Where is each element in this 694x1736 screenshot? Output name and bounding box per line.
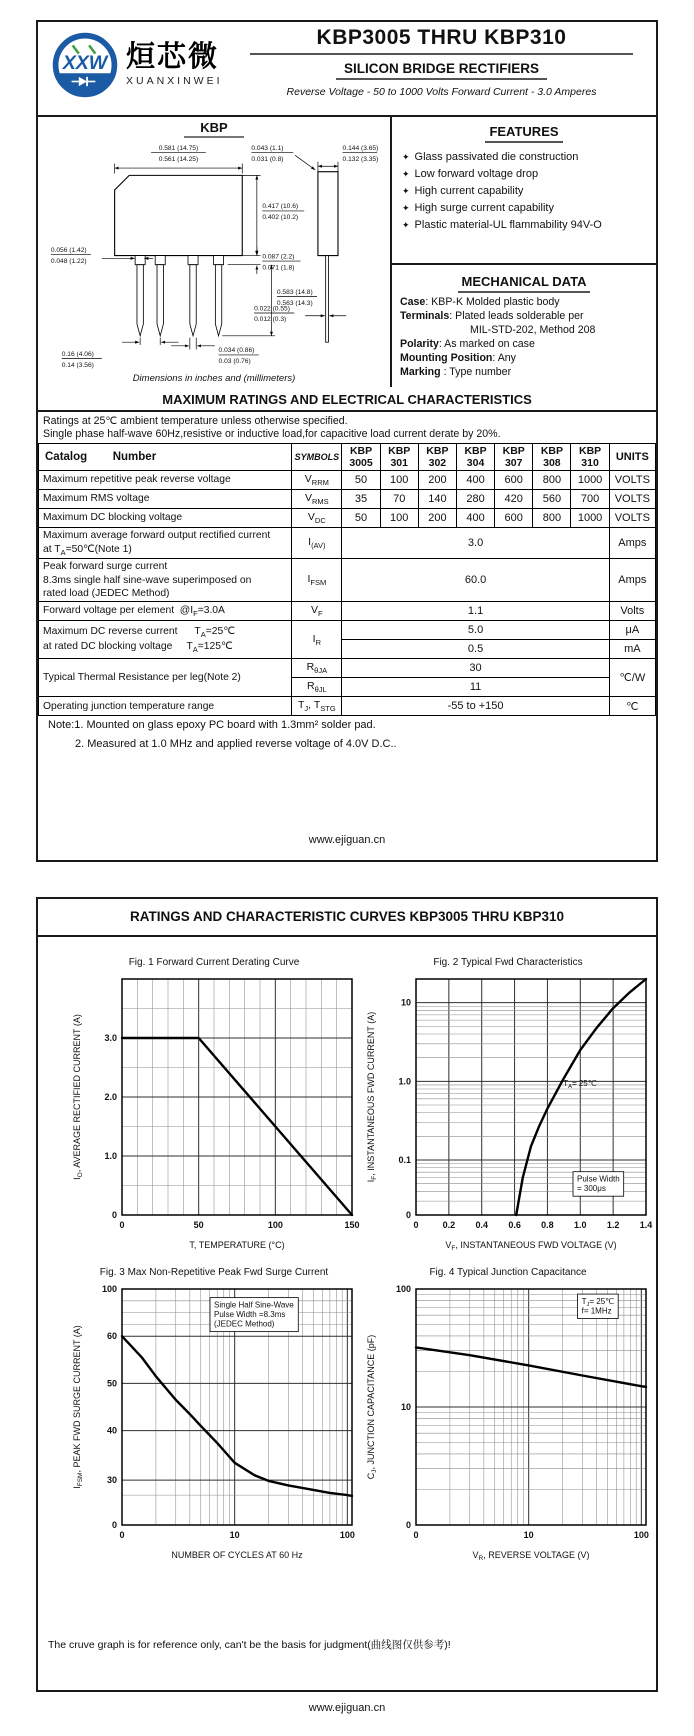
svg-text:0.6: 0.6 — [508, 1220, 521, 1230]
figure-2-title: Fig. 2 Typical Fwd Characteristics — [433, 957, 583, 968]
table-cell: Maximum repetitive peak reverse voltage — [39, 471, 292, 490]
table-cell: $R_{\theta JA}$ — [292, 659, 342, 678]
document-subtitle: SILICON BRIDGE RECTIFIERS — [336, 61, 547, 80]
svg-text:100: 100 — [339, 1530, 355, 1540]
table-cell: Maximum average forward output rectified current at $T_A=50℃(Note$ 1) — [39, 528, 292, 559]
feature-item: ✦ Plastic material-UL flammability 94V-O — [402, 217, 650, 234]
table-cell: Volts — [609, 602, 655, 621]
brand-name-en: XUANXINWEI — [126, 75, 223, 87]
figure-2-fwd-characteristics — [358, 957, 658, 1261]
svg-text:0.8: 0.8 — [541, 1220, 554, 1230]
mechanical-data-panel — [392, 263, 656, 389]
table-cell: $T_J$, $T_{STG}$ — [292, 697, 342, 716]
svg-text:60: 60 — [106, 1331, 117, 1342]
website-link: www.ejiguan.cn — [308, 1702, 386, 1714]
svg-text:NUMBER OF CYCLES AT 60 Hz: NUMBER OF CYCLES AT 60 Hz — [171, 1550, 303, 1560]
table-cell: Amps — [609, 559, 655, 602]
ratings-table — [38, 443, 656, 716]
table-cell: 800 — [533, 509, 571, 528]
table-cell: 560 — [533, 490, 571, 509]
svg-text:0.031 (0.8): 0.031 (0.8) — [251, 155, 284, 163]
table-row — [39, 559, 656, 602]
header-titles — [233, 26, 650, 98]
table-cell: 600 — [495, 471, 533, 490]
table-cell: VOLTS — [609, 471, 655, 490]
table-cell: 5.0 — [342, 621, 609, 640]
figure-1-chart — [64, 971, 364, 1261]
feature-item: ✦ High surge current capability — [402, 200, 650, 217]
ratings-banner: MAXIMUM RATINGS AND ELECTRICAL CHARACTERISTICS — [38, 387, 656, 412]
table-cell: 600 — [495, 509, 533, 528]
package-side-view — [318, 172, 338, 342]
svg-text:Pulse Width: Pulse Width — [577, 1174, 620, 1184]
xxw-logo-icon — [52, 32, 118, 98]
table-header-row — [39, 444, 656, 471]
svg-text:0.1: 0.1 — [398, 1155, 411, 1166]
svg-text:0: 0 — [405, 1520, 411, 1530]
table-cell: Maximum RMS voltage — [39, 490, 292, 509]
svg-text:0: 0 — [413, 1530, 419, 1540]
table-cell: Maximum DC blocking voltage — [39, 509, 292, 528]
package-caption: Dimensions in inches and (millimeters) — [132, 373, 296, 384]
table-cell: 50 — [342, 471, 380, 490]
table-cell: $I_R$ — [292, 621, 342, 659]
svg-text:0.056 (1.42): 0.056 (1.42) — [50, 246, 87, 254]
table-cell: 11 — [342, 678, 609, 697]
table-cell: $I_{FSM}$ — [292, 559, 342, 602]
svg-text:30: 30 — [106, 1475, 117, 1486]
table-row — [39, 471, 656, 490]
dim-side-lead-thickness — [254, 305, 346, 323]
table-cell: 1.1 — [342, 602, 609, 621]
mechanical-line: Terminals: Plated leads solderable per — [400, 309, 584, 322]
table-cell: 280 — [456, 490, 494, 509]
bullet-icon: ✦ — [402, 169, 410, 180]
svg-text:0.144 (3.65): 0.144 (3.65) — [342, 144, 379, 152]
table-cell: KBP 304 — [456, 444, 494, 471]
feature-item: ✦ High current capability — [402, 183, 650, 200]
brand-logo — [52, 32, 223, 98]
table-cell: 700 — [571, 490, 609, 509]
svg-text:10: 10 — [400, 1402, 411, 1412]
header — [38, 22, 656, 117]
svg-text:0.022 (0.55): 0.022 (0.55) — [254, 305, 290, 313]
svg-text:CJ, JUNCTION CAPACITANCE (pF): $C_J$, JUNCTION CAPACITANCE (pF) — [366, 1334, 378, 1480]
svg-text:0.048 (1.22): 0.048 (1.22) — [50, 257, 87, 265]
mechanical-line: MIL-STD-202, Method 208 — [470, 323, 596, 336]
svg-text:1.0: 1.0 — [398, 1076, 411, 1087]
figure-1-derating-curve — [64, 957, 364, 1261]
table-cell: Typical Thermal Resistance per leg(Note 2) — [39, 659, 292, 697]
table-cell: UNITS — [609, 444, 655, 471]
svg-text:1.0: 1.0 — [574, 1220, 587, 1230]
table-cell: 140 — [418, 490, 456, 509]
table-cell: ℃ — [609, 697, 655, 716]
features-heading: FEATURES — [392, 124, 656, 139]
svg-text:0.402 (10.2): 0.402 (10.2) — [262, 214, 299, 222]
svg-text:0.581 (14.75): 0.581 (14.75) — [158, 144, 199, 152]
svg-text:0.087 (2.2): 0.087 (2.2) — [262, 253, 295, 261]
table-cell: $I_{(AV)}$ — [292, 528, 342, 559]
features-panel — [392, 115, 656, 263]
svg-text:0.4: 0.4 — [475, 1220, 488, 1230]
svg-text:IO, AVERAGE RECTIFIED CURRENT: $I_O$, AVERAGE RECTIFIED CURRENT (A) — [72, 1014, 84, 1180]
svg-text:Single Half Sine-Wave: Single Half Sine-Wave — [214, 1300, 294, 1310]
table-row — [39, 621, 656, 640]
svg-text:f= 1MHz: f= 1MHz — [581, 1306, 612, 1316]
figure-4-title: Fig. 4 Typical Junction Capacitance — [429, 1267, 587, 1278]
svg-text:0: 0 — [111, 1210, 117, 1220]
logo-badge-text: XXW — [62, 52, 108, 75]
svg-text:100: 100 — [101, 1284, 117, 1294]
svg-text:Pulse Width =8.3ms: Pulse Width =8.3ms — [214, 1310, 286, 1320]
table-cell: 70 — [380, 490, 418, 509]
svg-text:0: 0 — [111, 1520, 117, 1530]
svg-text:2.0: 2.0 — [104, 1092, 117, 1102]
svg-text:0.14 (3.56): 0.14 (3.56) — [61, 361, 94, 369]
reference-disclaimer: The cruve graph is for reference only, can't be the basis for judgment(曲线图仅供参考)! — [48, 1639, 451, 1651]
table-cell: KBP 3005 — [342, 444, 380, 471]
dim-body-width — [115, 145, 243, 174]
mechanical-line: Polarity: As marked on case — [400, 337, 535, 350]
table-cell: Catalog Number — [39, 444, 292, 471]
svg-text:0.03 (0.76): 0.03 (0.76) — [218, 358, 251, 366]
table-cell: -55 to +150 — [342, 697, 609, 716]
svg-text:50: 50 — [106, 1378, 117, 1389]
bullet-icon: ✦ — [402, 203, 410, 214]
table-cell: Peak forward surge current 8.3ms single half sine-wave superimposed on rated load (JEDEC Method) — [39, 559, 292, 602]
package-name: KBP — [38, 120, 390, 135]
svg-text:T, TEMPERATURE (°C): T, TEMPERATURE (°C) — [189, 1240, 285, 1250]
condition-line: Ratings at 25℃ ambient temperature unless otherwise specified. — [43, 415, 348, 427]
svg-text:0: 0 — [119, 1220, 125, 1230]
svg-text:(JEDEC Method): (JEDEC Method) — [214, 1319, 275, 1329]
svg-text:3.0: 3.0 — [104, 1033, 117, 1043]
table-row — [39, 697, 656, 716]
svg-text:1.0: 1.0 — [104, 1151, 117, 1161]
figure-3-title: Fig. 3 Max Non-Repetitive Peak Fwd Surge Current — [99, 1267, 329, 1278]
dim-side-width — [318, 145, 378, 172]
svg-text:TA= 25℃: $T_A=$ 25℃ — [563, 1079, 597, 1090]
table-cell: 35 — [342, 490, 380, 509]
table-cell: VOLTS — [609, 490, 655, 509]
table-cell: 100 — [380, 471, 418, 490]
table-cell: mA — [609, 640, 655, 659]
condition-line: Single phase half-wave 60Hz,resistive or inductive load,for capacitive load current derate by 20%. — [43, 428, 501, 441]
svg-text:0.16 (4.06): 0.16 (4.06) — [61, 350, 94, 358]
package-drawing-panel — [38, 115, 392, 387]
table-row — [39, 490, 656, 509]
table-cell: VOLTS — [609, 509, 655, 528]
dim-lead-thickness — [171, 338, 259, 366]
table-cell: $V_{RRM}$ — [292, 471, 342, 490]
notes — [48, 716, 646, 753]
svg-text:0.2: 0.2 — [442, 1220, 456, 1230]
svg-text:0.561 (14.25): 0.561 (14.25) — [158, 155, 199, 163]
mechanical-heading: MECHANICAL DATA — [392, 274, 656, 289]
svg-text:0.132 (3.35): 0.132 (3.35) — [342, 155, 379, 163]
table-cell: SYMBOLS — [292, 444, 342, 471]
table-cell: $V_F$ — [292, 602, 342, 621]
table-cell: $R_{\theta JL}$ — [292, 678, 342, 697]
table-cell: 200 — [418, 471, 456, 490]
dim-lead-length — [222, 265, 317, 336]
note-line: 2. Measured at 1.0 MHz and applied reverse voltage of 4.0V D.C.. — [75, 737, 397, 750]
svg-text:TJ= 25℃: $T_J=$ 25℃ — [581, 1297, 615, 1308]
svg-text:IFSM, PEAK FWD SURGE CURRENT (: $I_{FSM}$, PEAK FWD SURGE CURRENT (A) — [72, 1325, 84, 1489]
table-cell: 0.5 — [342, 640, 609, 659]
mechanical-line: Case: KBP-K Molded plastic body — [400, 296, 560, 308]
table-cell: 100 — [380, 509, 418, 528]
mechanical-list — [392, 296, 656, 380]
bullet-icon: ✦ — [402, 186, 410, 197]
svg-text:0.417 (10.6): 0.417 (10.6) — [262, 203, 299, 211]
svg-text:40: 40 — [106, 1425, 117, 1436]
table-cell: Forward voltage per element $@I_F=3.0A$ — [39, 602, 292, 621]
table-cell: Operating junction temperature range — [39, 697, 292, 716]
dim-side-top — [251, 145, 315, 170]
package-outline-diagram — [49, 137, 379, 376]
table-row — [39, 602, 656, 621]
table-cell: $V_{RMS}$ — [292, 490, 342, 509]
bullet-icon: ✦ — [402, 152, 410, 162]
table-cell: 1000 — [571, 471, 609, 490]
svg-text:VF, INSTANTANEOUS FWD VOLTAGE: $V_F$, INSTANTANEOUS FWD VOLTAGE (V) — [445, 1240, 617, 1252]
datasheet-page-1 — [36, 20, 658, 862]
features-list — [392, 149, 656, 234]
svg-text:10: 10 — [400, 997, 411, 1008]
svg-text:1.2: 1.2 — [606, 1220, 620, 1230]
table-cell: KBP 302 — [418, 444, 456, 471]
table-cell: Amps — [609, 528, 655, 559]
table-cell: 30 — [342, 659, 609, 678]
svg-text:0.563 (14.3): 0.563 (14.3) — [276, 299, 313, 307]
figure-1-title: Fig. 1 Forward Current Derating Curve — [128, 957, 300, 968]
svg-text:10: 10 — [523, 1530, 534, 1540]
figure-3-surge-current — [64, 1267, 364, 1571]
svg-text:0.583 (14.8): 0.583 (14.8) — [276, 288, 313, 296]
svg-text:100: 100 — [395, 1284, 411, 1294]
svg-text:= 300μs: = 300μs — [577, 1184, 606, 1194]
figure-4-junction-capacitance — [358, 1267, 658, 1571]
svg-text:100: 100 — [267, 1220, 283, 1230]
bullet-icon: ✦ — [402, 220, 410, 231]
table-cell: ℃/W — [609, 659, 655, 697]
datasheet-page-2 — [36, 897, 658, 1692]
website-link: www.ejiguan.cn — [308, 834, 386, 846]
svg-text:0: 0 — [119, 1530, 125, 1540]
table-row — [39, 659, 656, 678]
dim-lead-spacing — [62, 338, 179, 369]
svg-text:IF, INSTANTANEOUS FWD CURRENT: $I_F$, INSTANTANEOUS FWD CURRENT (A) — [366, 1011, 378, 1183]
svg-text:0.034 (0.86): 0.034 (0.86) — [218, 347, 255, 355]
table-cell: KBP 310 — [571, 444, 609, 471]
feature-item: ✦ Low forward voltage drop — [402, 166, 650, 183]
table-cell: 400 — [456, 509, 494, 528]
table-cell: 400 — [456, 471, 494, 490]
page-title: KBP3005 THRU KBP310 — [316, 26, 567, 49]
table-cell: 3.0 — [342, 528, 609, 559]
feature-item: ✦ Glass passivated die construction — [402, 149, 650, 166]
figure-4-chart — [358, 1281, 658, 1571]
table-cell: $V_{DC}$ — [292, 509, 342, 528]
figure-2-chart — [358, 971, 658, 1261]
table-cell: 420 — [495, 490, 533, 509]
table-cell: μA — [609, 621, 655, 640]
ratings-tagline: Reverse Voltage - 50 to 1000 Volts Forward Current - 3.0 Amperes — [286, 86, 597, 98]
brand-name-cn: 烜芯微 — [126, 41, 220, 73]
mechanical-line: Mounting Position: Any — [400, 351, 516, 364]
note-line: Note:1. Mounted on glass epoxy PC board with 1.3mm² solder pad. — [48, 719, 376, 731]
svg-text:0.071 (1.8): 0.071 (1.8) — [262, 264, 295, 272]
figure-3-chart — [64, 1281, 364, 1571]
svg-text:0: 0 — [405, 1210, 411, 1220]
package-front-body — [115, 175, 243, 255]
table-cell: KBP 307 — [495, 444, 533, 471]
svg-text:50: 50 — [193, 1220, 204, 1230]
curves-banner: RATINGS AND CHARACTERISTIC CURVES KBP3005 THRU KBP310 — [38, 899, 656, 937]
table-cell: 1000 — [571, 509, 609, 528]
brand-text — [126, 43, 223, 87]
table-cell: 200 — [418, 509, 456, 528]
ratings-conditions — [43, 415, 651, 441]
table-row — [39, 528, 656, 559]
table-row — [39, 509, 656, 528]
table-cell: 800 — [533, 471, 571, 490]
dim-body-height — [242, 175, 304, 255]
svg-text:1.4: 1.4 — [639, 1220, 653, 1230]
table-cell: KBP 308 — [533, 444, 571, 471]
table-cell: Maximum DC reverse current $T_A=25℃$ at rated DC blocking voltage $T_A=125℃$ — [39, 621, 292, 659]
svg-text:0.043 (1.1): 0.043 (1.1) — [251, 144, 284, 152]
title-rule — [250, 53, 634, 55]
svg-text:100: 100 — [633, 1530, 649, 1540]
table-cell: KBP 301 — [380, 444, 418, 471]
mechanical-line: Marking : Type number — [400, 365, 512, 378]
package-leads — [135, 256, 223, 336]
svg-text:0.012 (0.3): 0.012 (0.3) — [254, 316, 287, 324]
svg-text:VR, REVERSE VOLTAGE (V): $V_R$, REVERSE VOLTAGE (V) — [472, 1550, 590, 1562]
svg-text:150: 150 — [344, 1220, 360, 1230]
svg-text:10: 10 — [229, 1530, 240, 1540]
table-cell: 50 — [342, 509, 380, 528]
svg-text:0: 0 — [413, 1220, 419, 1230]
table-cell: 60.0 — [342, 559, 609, 602]
